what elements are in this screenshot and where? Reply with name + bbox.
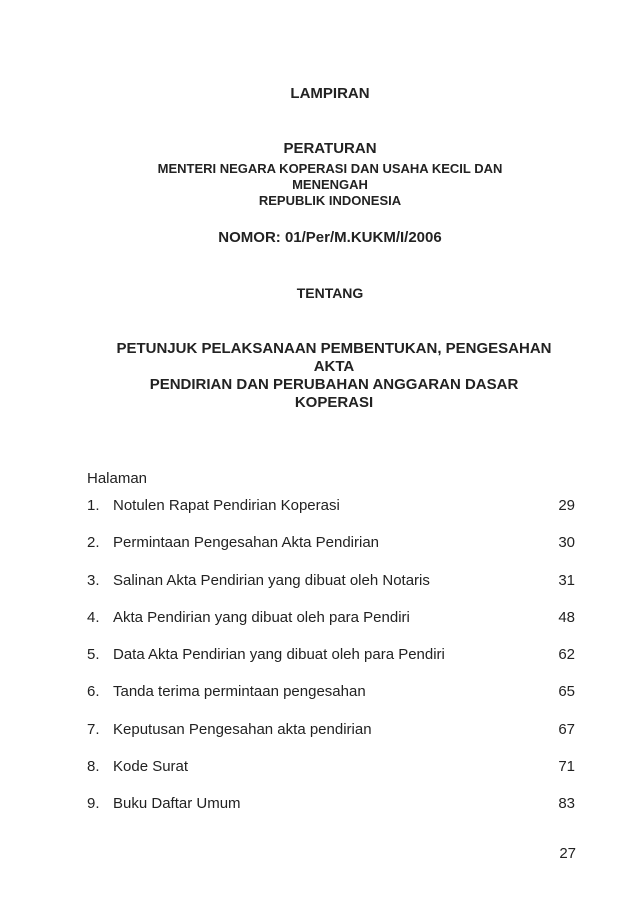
toc-item-number: 5. [87,646,100,664]
subject-line: PETUNJUK PELAKSANAAN PEMBENTUKAN, PENGESAHAN [116,340,552,357]
toc-item [87,646,575,683]
lampiran-heading: LAMPIRAN [290,85,370,102]
peraturan-heading: PERATURAN [283,140,377,157]
table-of-contents [87,497,575,833]
toc-item-number: 2. [87,534,100,552]
ministry-title-line: MENTERI NEGARA KOPERASI DAN USAHA KECIL DAN [157,161,503,176]
tentang-heading: TENTANG [296,285,364,301]
toc-item-number: 3. [87,571,100,589]
toc-item [87,721,575,758]
toc-item-title: Buku Daftar Umum [113,795,241,813]
toc-item-page: 71 [558,758,575,776]
toc-item-title: Keputusan Pengesahan akta pendirian [113,720,372,738]
ministry-title-line: MENENGAH [292,177,368,192]
toc-item [87,758,575,795]
toc-item-page: 29 [558,497,575,514]
toc-item-page: 48 [558,608,575,626]
toc-item-page: 67 [558,720,575,738]
toc-item-page: 30 [558,534,575,552]
toc-item-title: Permintaan Pengesahan Akta Pendirian [113,534,380,552]
toc-item-title: Data Akta Pendirian yang dibuat oleh para Pendiri [113,646,445,664]
toc-item-number: 9. [87,795,100,813]
regulation-number: NOMOR: 01/Per/M.KUKM/I/2006 [218,229,442,246]
subject-line: PENDIRIAN DAN PERUBAHAN ANGGARAN DASAR [149,376,519,393]
toc-item-page: 65 [558,683,575,701]
toc-item-page: 31 [558,571,575,589]
toc-item-number: 1. [87,497,100,514]
toc-item-number: 4. [87,608,100,626]
subject-line: AKTA [313,358,355,375]
toc-item-title: Notulen Rapat Pendirian Koperasi [113,497,340,514]
toc-item [87,572,575,609]
toc-item-title: Kode Surat [113,758,189,776]
toc-item-title: Salinan Akta Pendirian yang dibuat oleh Notaris [113,571,430,589]
toc-item [87,609,575,646]
toc-item-title: Tanda terima permintaan pengesahan [113,683,366,701]
toc-item [87,497,575,534]
toc-item [87,795,575,832]
toc-item-number: 6. [87,683,100,701]
regulation-subject [78,340,590,412]
ministry-title-line: REPUBLIK INDONESIA [258,193,402,208]
toc-item-page: 83 [558,795,575,813]
toc-item-number: 7. [87,720,100,738]
ministry-title [60,161,600,209]
toc-item-number: 8. [87,758,100,776]
subject-line: KOPERASI [294,394,374,411]
toc-item [87,683,575,720]
toc-item-page: 62 [558,646,575,664]
page-number: 27 [559,845,576,862]
toc-item [87,534,575,571]
toc-item-title: Akta Pendirian yang dibuat oleh para Pendiri [113,608,410,626]
toc-heading: Halaman [87,470,148,487]
